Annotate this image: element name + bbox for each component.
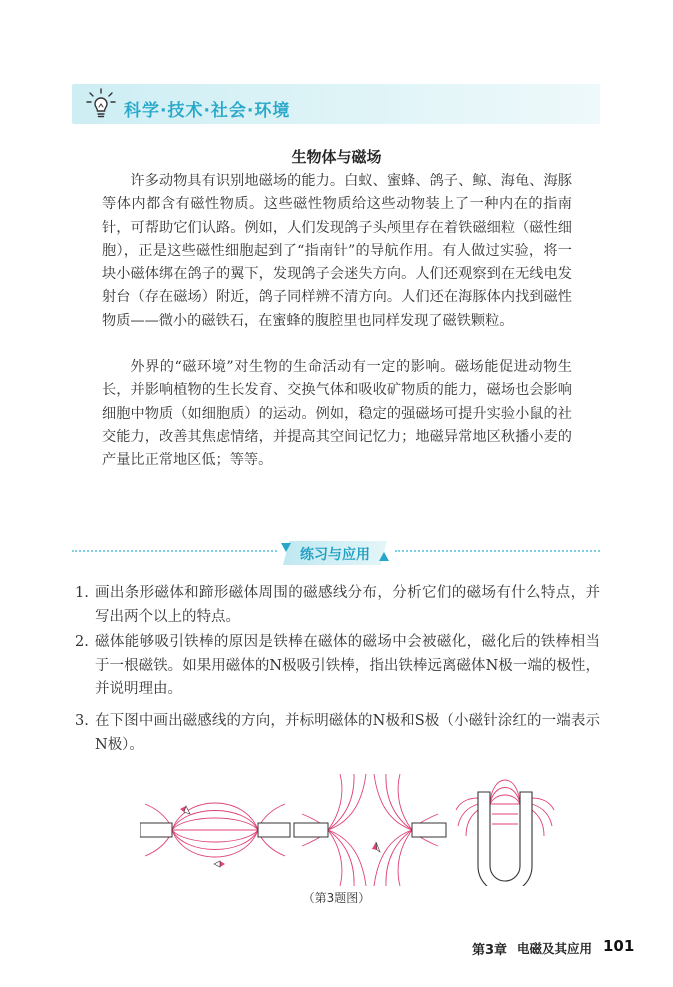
question-text: 在下图中画出磁感线的方向，并标明磁体的N极和S极（小磁针涂红的一端表示N极）。 bbox=[95, 713, 600, 753]
question-text: 画出条形磁体和蹄形磁体周围的磁感线分布，分析它们的磁场有什么特点，并写出两个以上的特点。 bbox=[95, 585, 600, 625]
divider-line-left bbox=[72, 550, 277, 552]
essay-paragraph-1: 许多动物具有识别地磁场的能力。白蚁、蜜蜂、鸽子、鲸、海龟、海豚等体内都含有磁性物质。这些磁性物质给这些动物装上了一种内在的指南针，可帮助它们认路。例如，人们发现鸽子头颅里存在着铁磁细粒（磁性细胞），正是这些磁性细胞起到了“指南针”的导航作用。有人做过实验，将一块小磁体绑在鸽子的翼下，发现鸽子会迷失方向。人们还观察到在无线电发射台（存在磁场）附近，鸽子同样辨不清方向。人们还在海豚体内找到磁性物质——微小的磁铁石，在蜜蜂的腹腔里也同样发现了磁铁颗粒。 bbox=[102, 173, 572, 329]
question-number: 3. bbox=[75, 713, 89, 729]
bar-magnet bbox=[140, 823, 172, 837]
compass-needle bbox=[372, 842, 380, 852]
figure-caption: （第3题图） bbox=[302, 891, 371, 905]
bar-magnet bbox=[294, 823, 328, 837]
footer-chapter: 第3章 bbox=[472, 943, 508, 958]
question-number: 1. bbox=[75, 585, 89, 601]
question-text: 磁体能够吸引铁棒的原因是铁棒在磁体的磁场中会被磁化，磁化后的铁棒相当于一根磁铁。如果用磁体的N极吸引铁棒，指出铁棒远离磁体N极一端的极性，并说明理由。 bbox=[95, 634, 600, 697]
question-3 bbox=[75, 710, 600, 757]
compass-needle bbox=[214, 861, 225, 867]
bar-magnet bbox=[258, 823, 290, 837]
question-1 bbox=[75, 582, 600, 629]
magnet-field-figure bbox=[140, 774, 560, 886]
divider-line-right bbox=[395, 550, 600, 552]
footer-topic: 电磁及其应用 bbox=[517, 941, 593, 956]
page-number: 101 bbox=[603, 937, 635, 955]
essay-title: 生物体与磁场 bbox=[291, 148, 382, 166]
banner-title: 科学·技术·社会·环境 bbox=[124, 101, 291, 121]
practice-title: 练习与应用 bbox=[300, 547, 370, 563]
bar-magnet bbox=[412, 823, 446, 837]
essay-paragraph-2: 外界的“磁环境”对生物的生命活动有一定的影响。磁场能促进动物生长，并影响植物的生长发育、交换气体和吸收矿物质的能力，磁场也会影响细胞中物质（如细胞质）的运动。例如，稳定的强磁场可提升实验小鼠的社交能力，改善其焦虑情绪，并提高其空间记忆力；地磁异常地区秋播小麦的产量比正常地区低；等等。 bbox=[102, 359, 572, 469]
question-2 bbox=[75, 631, 600, 702]
lightbulb-icon bbox=[86, 88, 116, 120]
diagram-horseshoe-magnet bbox=[456, 780, 554, 836]
question-number: 2. bbox=[75, 634, 89, 650]
horseshoe-magnet bbox=[478, 792, 532, 886]
